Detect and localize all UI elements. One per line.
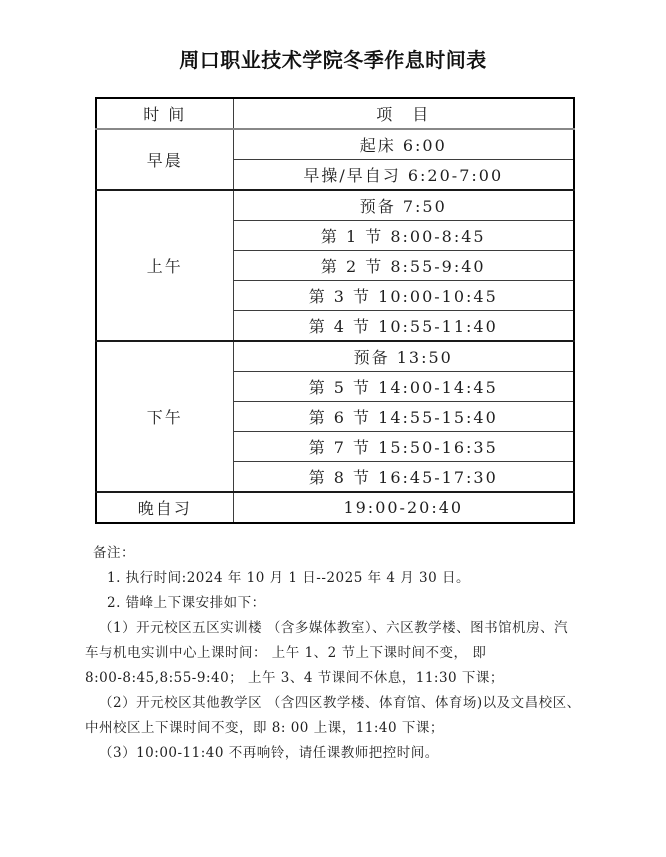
note-line: 1. 执行时间:2024 年 10 月 1 日--2025 年 4 月 30 日。 [107, 570, 471, 586]
table-row [96, 129, 574, 160]
table-row [96, 190, 574, 221]
schedule-item-cell: 第 5 节 14:00-14:45 [233, 372, 574, 402]
schedule-item-cell: 第 1 节 8:00-8:45 [233, 221, 574, 251]
schedule-item-cell: 第 6 节 14:55-15:40 [233, 402, 574, 432]
table-header-row [96, 98, 574, 129]
table-row [96, 492, 574, 523]
note-line: （3）10:00-11:40 不再响铃，请任课教师把控时间。 [99, 745, 439, 761]
column-header-time: 时 间 [96, 98, 233, 129]
period-cell-evening-study: 晚自习 [96, 492, 233, 523]
schedule-item-cell: 预备 7:50 [233, 190, 574, 221]
schedule-item-cell: 19:00-20:40 [233, 492, 574, 523]
period-cell-forenoon: 上午 [96, 190, 233, 341]
notes-heading: 备注： [93, 545, 135, 561]
schedule-item-cell: 第 7 节 15:50-16:35 [233, 432, 574, 462]
notes-section [85, 541, 599, 766]
note-line: 中州校区上下课时间不变，即 8: 00 上课，11:40 下课； [85, 720, 444, 736]
schedule-item-cell: 第 2 节 8:55-9:40 [233, 251, 574, 281]
page-title: 周口职业技术学院冬季作息时间表 [179, 48, 487, 72]
note-line: 2. 错峰上下课安排如下： [107, 595, 266, 611]
schedule-item-cell: 第 4 节 10:55-11:40 [233, 311, 574, 342]
period-cell-morning: 早晨 [96, 129, 233, 190]
schedule-table [95, 97, 575, 524]
note-line: （1）开元校区五区实训楼 （含多媒体教室）、六区教学楼、图书馆机房、汽 [99, 620, 569, 636]
schedule-item-cell: 第 3 节 10:00-10:45 [233, 281, 574, 311]
note-line: 8:00-8:45,8:55-9:40； 上午 3、4 节课间不休息，11:30 下课； [85, 670, 504, 686]
schedule-item-cell: 第 8 节 16:45-17:30 [233, 462, 574, 493]
column-header-item: 项 目 [233, 98, 574, 129]
schedule-item-cell: 早操/早自习 6:20-7:00 [233, 160, 574, 191]
note-line: 车与机电实训中心上课时间： 上午 1、2 节上下课时间不变， 即 [85, 645, 487, 661]
note-line: （2）开元校区其他教学区 （含四区教学楼、体育馆、体育场)以及文昌校区、 [99, 695, 581, 711]
schedule-item-cell: 预备 13:50 [233, 341, 574, 372]
table-row [96, 341, 574, 372]
period-cell-afternoon: 下午 [96, 341, 233, 492]
schedule-item-cell: 起床 6:00 [233, 129, 574, 160]
